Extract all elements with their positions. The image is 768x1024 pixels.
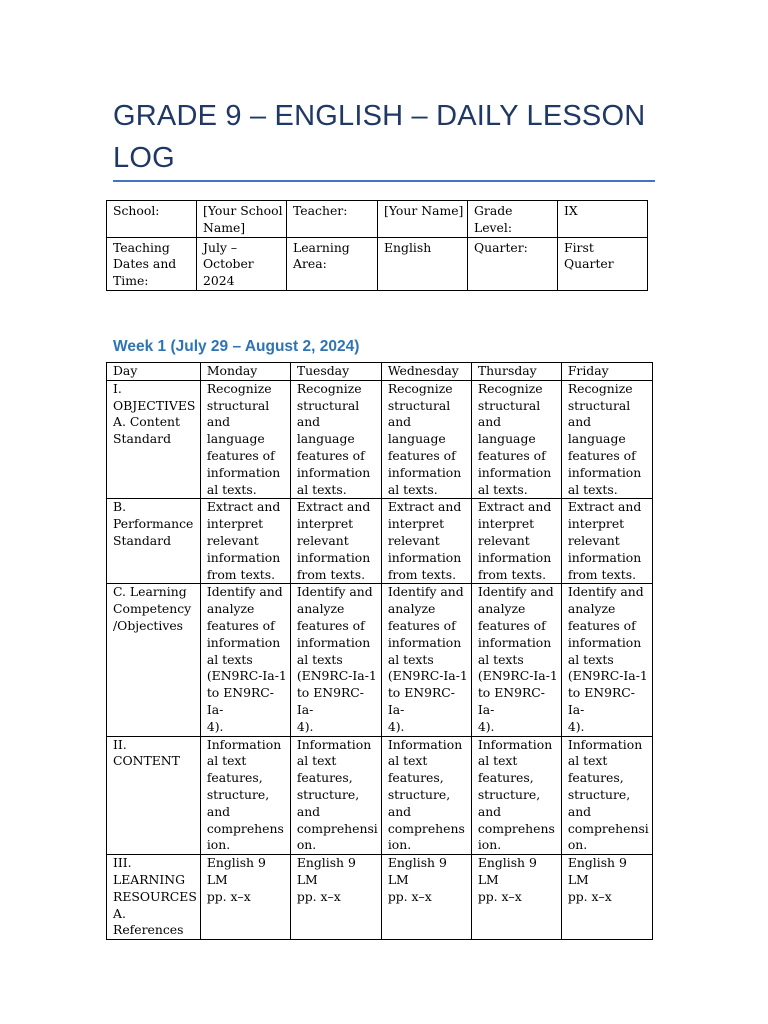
header-wednesday: Wednesday bbox=[381, 363, 471, 381]
row-learning-resources bbox=[107, 855, 653, 940]
document-title: GRADE 9 – ENGLISH – DAILY LESSON LOG bbox=[113, 100, 646, 174]
table-cell: Information al text features, structure, and comprehensi on. bbox=[290, 736, 381, 855]
row-performance-standard bbox=[107, 499, 653, 584]
quarter-label: Quarter: bbox=[468, 237, 558, 290]
table-cell: Information al text features, structure, and comprehens ion. bbox=[471, 736, 561, 855]
learning-area-value: English bbox=[378, 237, 468, 290]
week-heading: Week 1 (July 29 – August 2, 2024) bbox=[113, 338, 360, 355]
table-cell: Extract and interpret relevant information from texts. bbox=[290, 499, 381, 584]
table-cell: English 9 LM pp. x–x bbox=[290, 855, 381, 940]
row-label: III. LEARNING RESOURCES A. References bbox=[107, 855, 201, 940]
row-label: B. Performance Standard bbox=[107, 499, 201, 584]
grade-level-label: Grade Level: bbox=[468, 201, 558, 238]
table-cell: Identify and analyze features of information al texts (EN9RC-Ia-1 to EN9RC-Ia- 4). bbox=[471, 584, 561, 736]
table-cell: Identify and analyze features of information al texts (EN9RC-Ia-1 to EN9RC-Ia- 4). bbox=[200, 584, 290, 736]
header-monday: Monday bbox=[200, 363, 290, 381]
info-row-school bbox=[107, 201, 648, 238]
row-label: II. CONTENT bbox=[107, 736, 201, 855]
table-cell: Identify and analyze features of information al texts (EN9RC-Ia-1 to EN9RC-Ia- 4). bbox=[290, 584, 381, 736]
table-cell: Extract and interpret relevant information from texts. bbox=[561, 499, 652, 584]
day-header-row bbox=[107, 363, 653, 381]
dates-value: July – October 2024 bbox=[197, 237, 287, 290]
school-value: [Your School Name] bbox=[197, 201, 287, 238]
table-cell: English 9 LM pp. x–x bbox=[561, 855, 652, 940]
table-cell: Recognize structural and language features of information al texts. bbox=[561, 380, 652, 499]
header-thursday: Thursday bbox=[471, 363, 561, 381]
dates-label: Teaching Dates and Time: bbox=[107, 237, 197, 290]
table-cell: English 9 LM pp. x–x bbox=[381, 855, 471, 940]
row-content bbox=[107, 736, 653, 855]
row-learning-competency bbox=[107, 584, 653, 736]
grade-level-value: IX bbox=[558, 201, 648, 238]
table-cell: Extract and interpret relevant information from texts. bbox=[471, 499, 561, 584]
teacher-label: Teacher: bbox=[287, 201, 378, 238]
table-cell: Recognize structural and language features of information al texts. bbox=[381, 380, 471, 499]
school-label: School: bbox=[107, 201, 197, 238]
table-cell: Information al text features, structure, and comprehens ion. bbox=[200, 736, 290, 855]
quarter-value: First Quarter bbox=[558, 237, 648, 290]
lesson-log-table bbox=[106, 362, 653, 940]
teacher-value: [Your Name] bbox=[378, 201, 468, 238]
header-friday: Friday bbox=[561, 363, 652, 381]
school-info-table bbox=[106, 200, 648, 291]
table-cell: Extract and interpret relevant information from texts. bbox=[381, 499, 471, 584]
header-tuesday: Tuesday bbox=[290, 363, 381, 381]
table-cell: Recognize structural and language features of information al texts. bbox=[471, 380, 561, 499]
table-cell: Information al text features, structure, and comprehens ion. bbox=[381, 736, 471, 855]
title-underline bbox=[113, 180, 655, 182]
table-cell: Identify and analyze features of information al texts (EN9RC-Ia-1 to EN9RC-Ia- 4). bbox=[561, 584, 652, 736]
header-day: Day bbox=[107, 363, 201, 381]
table-cell: Recognize structural and language features of information al texts. bbox=[290, 380, 381, 499]
row-content-standard bbox=[107, 380, 653, 499]
table-cell: Information al text features, structure, and comprehensi on. bbox=[561, 736, 652, 855]
table-cell: English 9 LM pp. x–x bbox=[200, 855, 290, 940]
learning-area-label: Learning Area: bbox=[287, 237, 378, 290]
row-label: C. Learning Competency /Objectives bbox=[107, 584, 201, 736]
table-cell: English 9 LM pp. x–x bbox=[471, 855, 561, 940]
table-cell: Identify and analyze features of information al texts (EN9RC-Ia-1 to EN9RC-Ia- 4). bbox=[381, 584, 471, 736]
row-label: I. OBJECTIVES A. Content Standard bbox=[107, 380, 201, 499]
table-cell: Extract and interpret relevant information from texts. bbox=[200, 499, 290, 584]
info-row-dates bbox=[107, 237, 648, 290]
table-cell: Recognize structural and language features of information al texts. bbox=[200, 380, 290, 499]
